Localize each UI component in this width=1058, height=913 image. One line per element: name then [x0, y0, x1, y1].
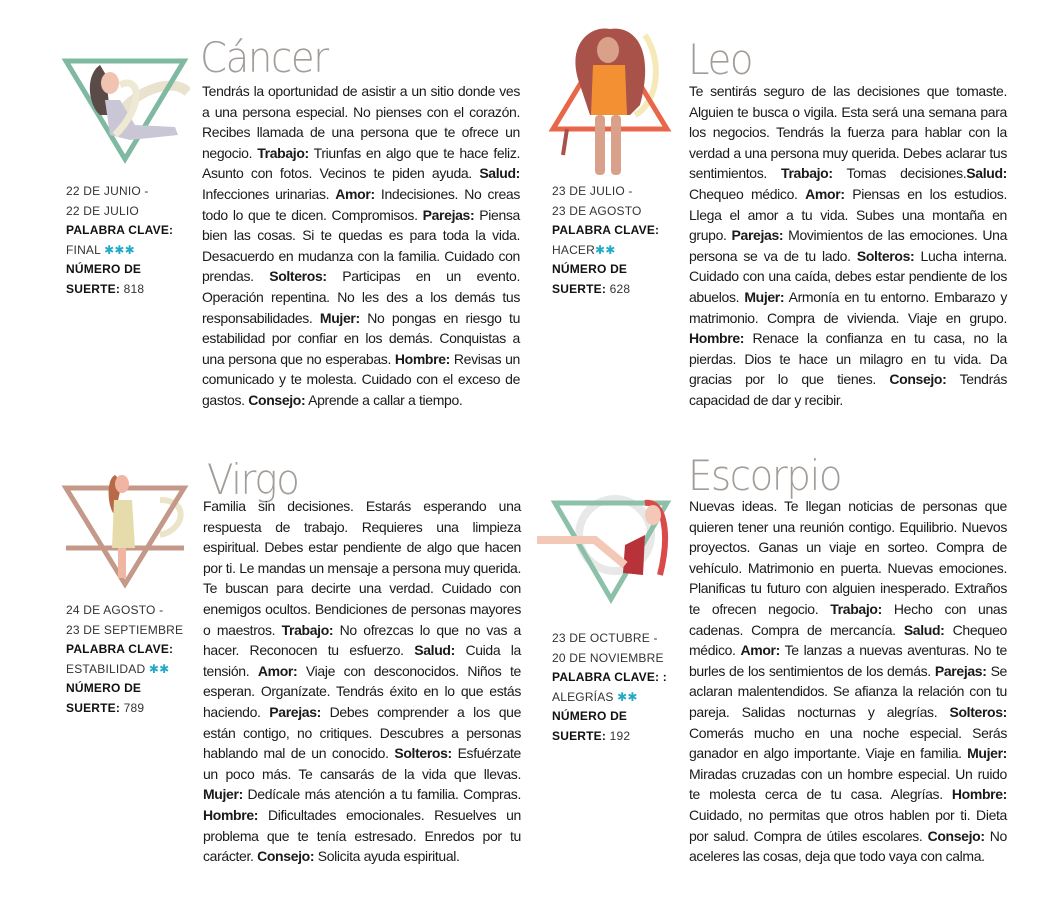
section-label: Trabajo: [281, 621, 334, 638]
section-text: Aprende a callar a tiempo. [305, 391, 463, 408]
section-text: Te lanzas a nuevas aventuras. No te burles de los sentimientos de los demás. [689, 642, 1007, 679]
section-label: Parejas: [422, 206, 475, 223]
lucky-label: NÚMERO DE [552, 262, 628, 276]
stars-icon: ✱✱✱ [104, 242, 135, 257]
section-text: Piensas en los estudios. Llega el amor a tu vida. Subes una montaña en grupo. [689, 185, 1007, 244]
section-label: Amor: [257, 662, 298, 679]
horoscope-text [202, 81, 520, 411]
date-range-end: 20 DE NOVIEMBRE [552, 650, 664, 665]
stars-icon: ✱✱ [595, 242, 616, 257]
section-label: Mujer: [203, 786, 243, 803]
section-text: Viaje con desconocidos. Niños te esperan. Organízate. Tendrás éxito en lo que estás haciendo. [203, 662, 521, 720]
section-label: Parejas: [934, 662, 987, 679]
section-label: Amor: [335, 185, 375, 202]
date-range-start: 23 DE OCTUBRE - [552, 631, 658, 645]
lucky-label: NÚMERO DE [66, 262, 142, 276]
keyword-label: PALABRA CLAVE: [552, 223, 660, 237]
section-label: Amor: [740, 642, 780, 659]
section-label: Trabajo: [781, 165, 833, 182]
leo-illustration-icon [545, 25, 675, 185]
section-text: Piensa bien las cosas. Si te quedas es para toda la vida. Desacuerdo en mudanza con la familia. Cuidado con prendas. [202, 206, 520, 285]
section-text: Familia sin decisiones. Estarás esperando una respuesta de trabajo. Requieres una limpieza espiritual. Debes estar pendiente de algo que hacen por ti. Le mandas un mensaje a persona muy querida. Te buscan para decirte una verdad. Cuidado con enemigos ocultos. Bendiciones de personas mayores o maestros. [203, 498, 521, 638]
sign-meta [552, 182, 692, 299]
section-label: Solteros: [856, 247, 915, 264]
section-label: Salud: [903, 621, 945, 638]
section-label: Hombre: [951, 786, 1007, 803]
lucky-label-2: SUERTE: [552, 281, 607, 296]
section-label: Trabajo: [257, 144, 309, 161]
section-text: Armonía en tu entorno. Embarazo y matrimonio. Compra de vivienda. Viaje en grupo. [689, 288, 1007, 326]
section-label: Consejo: [927, 827, 985, 844]
lucky-number: 192 [609, 728, 631, 743]
cancer-illustration-icon [60, 55, 190, 165]
section-label: Salud: [966, 165, 1007, 182]
section-text: Indecisiones. No creas todo lo que te dicen. Compromisos. [202, 185, 520, 223]
section-text: Cuidado, no permitas que otros hablen por ti. Dieta por salud. Compra de útiles escolares. [689, 806, 1007, 844]
virgo-illustration-icon [60, 470, 190, 590]
horoscope-text [689, 496, 1007, 867]
section-label: Hombre: [203, 806, 259, 823]
date-range-end: 23 DE AGOSTO [552, 203, 642, 218]
section-text: Chequeo médico. [689, 621, 1007, 659]
section-text: Revisas un comunicado y te molesta. Cuidado con el exceso de gastos. [202, 350, 520, 408]
horoscope-text [689, 81, 1007, 411]
section-label: Hombre: [394, 350, 450, 367]
lucky-label: NÚMERO DE [66, 681, 142, 695]
section-text: Miradas cruzadas con un hombre especial. Un ruido te molesta cerca de tu casa. Alegrías. [689, 765, 1007, 803]
section-text: No pongas en riesgo tu estabilidad por confiar en los demás. Conquistas a una persona que no esperabas. [202, 309, 521, 367]
stars-icon: ✱✱ [148, 661, 170, 676]
section-label: Parejas: [269, 703, 321, 720]
keyword-label: PALABRA CLAVE: [66, 642, 174, 656]
sign-title: Leo [688, 35, 753, 84]
keyword: FINAL [66, 242, 101, 257]
keyword: ALEGRÍAS [552, 689, 614, 704]
lucky-label: NÚMERO DE [552, 709, 628, 723]
section-label: Parejas: [731, 227, 784, 244]
section-text: Comerás mucho en una noche especial. Serás ganador en algo importante. Viaje en familia. [689, 724, 1007, 762]
stars-icon: ✱✱ [617, 689, 638, 704]
section-text: Dificultades emocionales. Resuelves un problema que te tenía estresado. Enredos por tu carácter. [203, 806, 521, 865]
lucky-label-2: SUERTE: [552, 728, 607, 743]
section-text: Esfuérzate un poco más. Te cansarás de la vida que llevas. [203, 745, 521, 782]
section-text: Tendrás capacidad de dar y recibir. [689, 371, 1007, 408]
section-text: Movimientos de las emociones. Una persona se va de tu lado. [689, 227, 1008, 264]
section-text: Participas en un evento. Operación repentina. No les des a los demás tus responsabilidades. [202, 268, 520, 326]
section-label: Solteros: [949, 703, 1007, 720]
lucky-label-2: SUERTE: [66, 700, 121, 715]
lucky-number: 818 [123, 281, 145, 296]
section-text: Hecho con unas cadenas. Compra de mercancía. [689, 600, 1007, 638]
section-text: No ofrezcas lo que no vas a hacer. Reconocen tu esfuerzo. [203, 621, 521, 659]
date-range-start: 23 DE JULIO - [552, 184, 633, 198]
section-text: Debes comprender a los que están contigo, no critiques. Descubres a personas hablando mal de un conocido. [203, 703, 522, 762]
section-label: Salud: [414, 642, 455, 659]
section-text: Tendrás la oportunidad de asistir a un sitio donde ves a una persona especial. No pienses con el corazón. Recibes llamada de una persona que te ofrece un negocio. [202, 83, 520, 161]
lucky-label-2: SUERTE: [66, 281, 121, 296]
sign-meta [66, 601, 206, 718]
section-label: Solteros: [269, 268, 327, 285]
horoscope-text [203, 496, 521, 867]
section-label: Solteros: [394, 745, 452, 762]
lucky-number: 628 [609, 281, 631, 296]
keyword: HACER [552, 242, 596, 257]
date-range-end: 23 DE SEPTIEMBRE [66, 622, 184, 637]
keyword-label: PALABRA CLAVE: [66, 223, 174, 237]
date-range-start: 24 DE AGOSTO - [66, 603, 164, 617]
section-label: Mujer: [967, 745, 1007, 762]
section-label: Amor: [805, 185, 845, 202]
sign-title: Escorpio [688, 451, 842, 500]
section-text: No aceleres las cosas, deja que todo vaya con calma. [689, 827, 1007, 865]
section-text: Se aclaran malentendidos. Se afianza la relación con tu pareja. Salidas nocturnas y alegrías. [689, 662, 1007, 720]
section-text: Solicita ayuda espiritual. [314, 848, 460, 865]
section-text: Dedícale más atención a tu familia. Compras. [242, 786, 521, 803]
section-text: Tomas decisiones. [832, 165, 967, 182]
section-text: Te sentirás seguro de las decisiones que tomaste. Alguien te busca o vigila. Esta será una semana para los negocios. Tendrás la fuerza para hablar con la verdad a una persona muy querida. Debes aclarar tus sentimientos. [689, 83, 1007, 182]
section-text: Cuida la tensión. [203, 642, 521, 679]
section-label: Hombre: [689, 330, 745, 347]
lucky-number: 789 [123, 700, 145, 715]
date-range-end: 22 DE JULIO [66, 203, 139, 218]
section-text: Lucha interna. Cuidado con una caída, debes estar pendiente de los abuelos. [689, 247, 1007, 305]
section-label: Consejo: [248, 391, 306, 408]
section-label: Trabajo: [830, 600, 882, 617]
date-range-start: 22 DE JUNIO - [66, 184, 149, 198]
section-text: Renace la confianza en tu casa, no la pierdas. Dios te hace un milagro en tu vida. Da gracias por lo que tienes. [689, 330, 1007, 388]
section-label: Consejo: [889, 371, 947, 388]
section-label: Salud: [479, 165, 520, 182]
sign-title: Virgo [207, 455, 299, 504]
section-text: Triunfas en algo que te hace feliz. Asunto con fotos. Vecinos te piden ayuda. [202, 144, 521, 182]
section-label: Mujer: [744, 288, 785, 305]
section-label: Mujer: [319, 309, 360, 326]
section-text: Infecciones urinarias. [202, 185, 336, 202]
sign-meta [552, 629, 692, 746]
section-label: Consejo: [257, 848, 315, 865]
sign-title: Cáncer [200, 33, 328, 82]
section-text: Chequeo médico. [689, 185, 806, 202]
keyword: ESTABILIDAD [66, 661, 146, 676]
keyword-label: PALABRA CLAVE: : [552, 670, 667, 684]
section-text: Nuevas ideas. Te llegan noticias de personas que quieren tener una reunión contigo. Equilibrio. Nuevos proyectos. Ganas un viaje en sorteo. Compra de vehículo. Matrimonio en puerta. Nuevas emociones. Planificas tu futuro con alguien inesperado. Extraños te ofrecen negocio. [689, 498, 1007, 617]
escorpio-illustration-icon [535, 495, 675, 605]
sign-meta [66, 182, 206, 299]
